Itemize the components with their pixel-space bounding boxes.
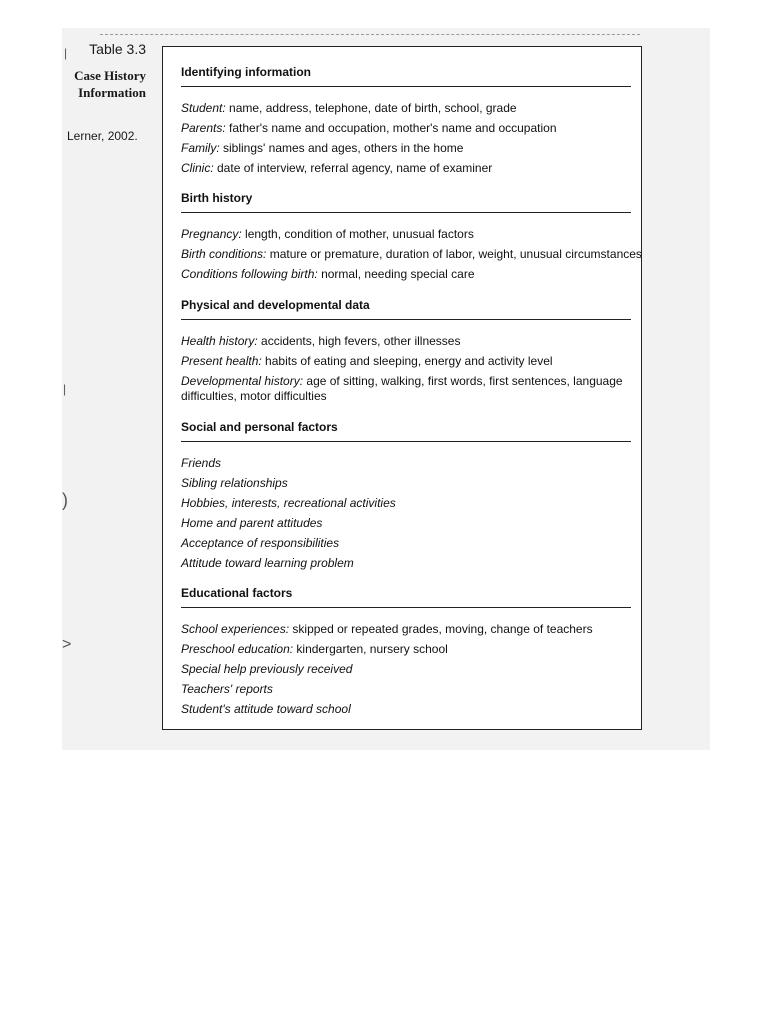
row-text: siblings' names and ages, others in the home bbox=[219, 141, 464, 155]
table-row bbox=[181, 351, 631, 371]
margin-mark: | bbox=[63, 46, 68, 60]
row-text: kindergarten, nursery school bbox=[293, 642, 448, 656]
row-label: Preschool education: bbox=[181, 642, 294, 656]
table-row bbox=[181, 679, 631, 699]
row-text: normal, needing special care bbox=[317, 267, 475, 281]
table-row bbox=[181, 533, 631, 553]
top-dotted-rule bbox=[100, 34, 640, 35]
section-birth-history bbox=[181, 190, 642, 284]
table-row bbox=[181, 493, 631, 513]
table-title bbox=[70, 67, 146, 101]
section-heading: Social and personal factors bbox=[181, 419, 631, 442]
case-history-table bbox=[162, 46, 642, 730]
row-label: Acceptance of responsibilities bbox=[181, 536, 340, 550]
row-label: Student's attitude toward school bbox=[181, 702, 351, 716]
section-identifying-information bbox=[181, 64, 631, 178]
row-label: Pregnancy: bbox=[181, 227, 242, 241]
row-label: Health history: bbox=[181, 334, 258, 348]
table-row bbox=[181, 331, 631, 351]
margin-mark: | bbox=[63, 382, 67, 396]
section-educational-factors bbox=[181, 585, 631, 719]
table-title-line-1: Case History bbox=[74, 68, 146, 83]
table-row bbox=[181, 659, 631, 679]
table-row bbox=[181, 118, 631, 138]
table-row bbox=[181, 473, 631, 493]
table-row bbox=[181, 224, 631, 244]
table-row bbox=[181, 138, 631, 158]
row-label: Hobbies, interests, recreational activities bbox=[181, 496, 396, 510]
row-text: date of interview, referral agency, name of examiner bbox=[213, 161, 493, 175]
row-label: Attitude toward learning problem bbox=[181, 556, 354, 570]
section-heading: Identifying information bbox=[181, 64, 631, 87]
table-row bbox=[181, 619, 631, 639]
margin-mark: ) bbox=[62, 490, 68, 510]
table-row bbox=[181, 453, 631, 473]
section-physical-developmental-data bbox=[181, 297, 631, 404]
row-text: accidents, high fevers, other illnesses bbox=[257, 334, 461, 348]
section-heading: Physical and developmental data bbox=[181, 297, 631, 320]
section-social-personal-factors bbox=[181, 419, 631, 573]
section-heading: Birth history bbox=[181, 190, 631, 213]
table-row bbox=[181, 513, 631, 533]
table-title-line-2: Information bbox=[78, 85, 146, 100]
table-row bbox=[181, 639, 631, 659]
row-label: Family: bbox=[181, 141, 220, 155]
row-label: Conditions following birth: bbox=[181, 267, 318, 281]
table-row bbox=[181, 374, 631, 404]
row-label: Student: bbox=[181, 101, 226, 115]
table-number: Table 3.3 bbox=[89, 41, 146, 57]
row-label: Present health: bbox=[181, 354, 262, 368]
row-text: age of sitting, walking, first words, first sentences, language difficulties, motor difficulties bbox=[181, 374, 623, 403]
row-label: Parents: bbox=[181, 121, 226, 135]
source-citation: Lerner, 2002. bbox=[67, 129, 138, 143]
table-row bbox=[181, 553, 631, 573]
row-label: Clinic: bbox=[181, 161, 214, 175]
row-text: father's name and occupation, mother's name and occupation bbox=[225, 121, 557, 135]
row-label: School experiences: bbox=[181, 622, 290, 636]
row-text: habits of eating and sleeping, energy and activity level bbox=[261, 354, 553, 368]
row-label: Developmental history: bbox=[181, 374, 304, 388]
row-text: skipped or repeated grades, moving, change of teachers bbox=[289, 622, 593, 636]
row-label: Sibling relationships bbox=[181, 476, 288, 490]
table-row bbox=[181, 158, 631, 178]
row-label: Teachers' reports bbox=[181, 682, 273, 696]
row-text: length, condition of mother, unusual factors bbox=[241, 227, 474, 241]
table-row bbox=[181, 264, 631, 284]
row-text: mature or premature, duration of labor, weight, unusual circumstances bbox=[266, 247, 642, 261]
row-label: Home and parent attitudes bbox=[181, 516, 323, 530]
row-label: Birth conditions: bbox=[181, 247, 267, 261]
table-row bbox=[181, 244, 642, 264]
row-label: Friends bbox=[181, 456, 222, 470]
table-row bbox=[181, 699, 631, 719]
section-heading: Educational factors bbox=[181, 585, 631, 608]
row-label: Special help previously received bbox=[181, 662, 353, 676]
margin-mark: > bbox=[62, 636, 72, 653]
table-row bbox=[181, 98, 631, 118]
row-text: name, address, telephone, date of birth, school, grade bbox=[225, 101, 517, 115]
